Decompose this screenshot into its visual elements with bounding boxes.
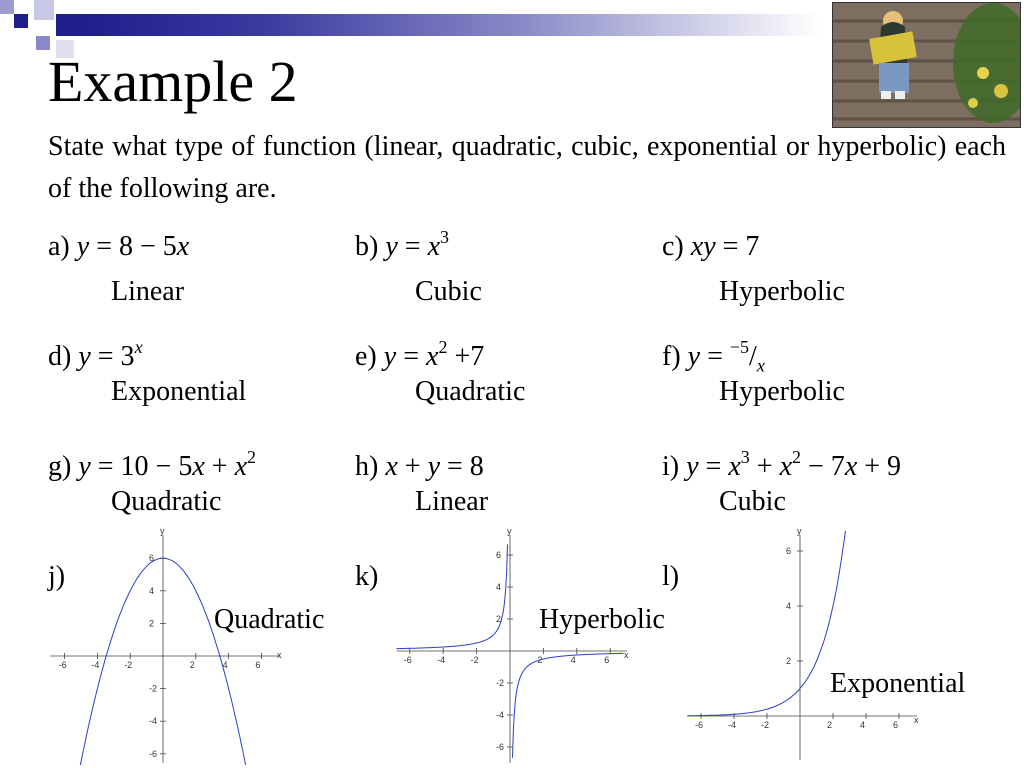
- graph-l-x-tick-label: -6: [695, 720, 704, 730]
- graph-j-x-tick-label: -4: [91, 660, 100, 670]
- graph-l-y-tick-label: 4: [786, 601, 792, 611]
- item-i-answer: Cubic: [719, 486, 786, 517]
- graph-j-x-tick-label: 2: [189, 660, 195, 670]
- header-square: [36, 36, 50, 50]
- item-h-label: h): [355, 451, 379, 482]
- header-square: [34, 0, 54, 20]
- graph-j-axes: [50, 535, 280, 763]
- graph-l-x-tick-label: -2: [761, 720, 770, 730]
- item-d-label: d): [48, 341, 72, 372]
- graph-j-y-axis-label: y: [160, 526, 165, 536]
- item-d: [48, 336, 143, 374]
- graph-k-x-tick-label: -6: [403, 655, 412, 665]
- graph-k-y-tick-label: -4: [496, 710, 505, 720]
- graph-j-x-axis-label: x: [277, 650, 282, 660]
- graph-l-axes: [687, 535, 917, 760]
- item-h-equation: x + y = 8: [385, 451, 484, 482]
- item-c-answer: Hyperbolic: [719, 276, 845, 307]
- graph-l-y-tick-label: 2: [786, 656, 792, 666]
- graph-j-y-tick-label: -4: [149, 716, 158, 727]
- graph-k-x-axis-label: x: [624, 650, 629, 660]
- item-a-equation: y = 8 − 5x: [76, 231, 190, 262]
- graph-l-x-axis-label: x: [914, 715, 919, 725]
- graph-l-x-tick-label: -4: [728, 720, 737, 730]
- graph-k-y-tick-label: 4: [496, 582, 502, 592]
- graph-l-x-tick-label: 6: [893, 720, 899, 730]
- graph-k-x-tick-label: 2: [537, 655, 543, 665]
- graph-l-y-axis-label: y: [797, 526, 802, 536]
- graph-k-hyperbola-branch: [396, 544, 507, 648]
- graph-k-y-tick-label: -6: [496, 742, 505, 752]
- item-e-equation: $y = x^2 +7$: [383, 336, 485, 372]
- item-f-answer: Hyperbolic: [719, 376, 845, 407]
- student-reading-photo: [832, 2, 1021, 128]
- graph-k-y-tick-label: 6: [496, 550, 502, 560]
- graph-k-y-tick-label: 2: [496, 614, 502, 624]
- item-f-equation: $y = ^{-5}/_x$: [687, 336, 765, 376]
- item-k-answer: Hyperbolic: [539, 604, 665, 635]
- graph-k-x-tick-label: 6: [604, 655, 610, 665]
- graph-j-y-tick-label: -6: [149, 748, 158, 759]
- item-i: [662, 446, 902, 484]
- item-c-equation: xy = 7: [690, 231, 760, 262]
- item-f-label: f): [662, 341, 681, 372]
- graph-l-y-tick-label: 6: [786, 546, 792, 556]
- item-c: [662, 230, 759, 264]
- item-e-answer: Quadratic: [415, 376, 526, 407]
- graph-k-axes: [397, 535, 627, 763]
- graph-k-hyperbola-branch: [513, 653, 624, 757]
- item-g-label: g): [48, 451, 72, 482]
- graph-l-x-tick-label: 4: [860, 720, 866, 730]
- graph-k-x-tick-label: 4: [570, 655, 576, 665]
- item-g-equation: $y = 10 - 5x + x^2$: [78, 446, 257, 482]
- graph-j-y-tick-label: -2: [149, 683, 158, 694]
- item-g: [48, 446, 257, 484]
- item-e-label: e): [355, 341, 377, 372]
- graph-j-x-tick-label: 4: [222, 660, 228, 670]
- item-b-equation: $y = x^3$: [385, 226, 449, 262]
- graph-k-x-tick-label: -4: [437, 655, 446, 665]
- item-h-answer: Linear: [415, 486, 489, 517]
- item-b: [355, 226, 449, 264]
- item-a-answer: Linear: [111, 276, 185, 307]
- graph-j-x-tick-label: 6: [255, 660, 261, 670]
- item-h: [355, 450, 484, 484]
- header-square: [0, 0, 14, 14]
- item-a-label: a): [48, 231, 70, 262]
- graph-j-x-tick-label: -2: [124, 660, 133, 670]
- item-e: [355, 336, 485, 374]
- graph-j: [48, 525, 298, 765]
- instructions-text: State what type of function (linear, quadratic, cubic, exponential or hyperbolic) each of the following are.: [48, 131, 1006, 204]
- graph-j-y-tick-label: 6: [149, 553, 155, 564]
- graph-l-exponential-curve: [688, 531, 846, 716]
- graph-j-x-tick-label: -6: [58, 660, 67, 670]
- item-l-answer: Exponential: [830, 668, 966, 699]
- item-i-label: i): [662, 451, 680, 482]
- header-gradient-band: [76, 14, 821, 36]
- item-d-equation: $y = 3^x$: [78, 336, 143, 372]
- item-d-answer: Exponential: [111, 376, 247, 407]
- slide-title: Example 2: [48, 49, 298, 114]
- header-square: [56, 14, 76, 36]
- header-square: [14, 14, 28, 28]
- graph-j-y-tick-label: 2: [149, 618, 155, 629]
- graph-k-y-axis-label: y: [507, 526, 512, 536]
- graph-k-x-tick-label: -2: [470, 655, 479, 665]
- item-a: [48, 230, 189, 264]
- graph-l: [685, 525, 925, 765]
- item-j-label: j): [48, 561, 66, 592]
- graph-l-x-tick-label: 2: [827, 720, 833, 730]
- item-k-label: k): [355, 561, 379, 592]
- item-l-label: l): [662, 561, 680, 592]
- graph-j-y-tick-label: 4: [149, 585, 155, 596]
- item-c-label: c): [662, 231, 684, 262]
- graph-k: [395, 525, 635, 765]
- item-g-answer: Quadratic: [111, 486, 222, 517]
- graph-k-y-tick-label: -2: [496, 678, 505, 688]
- item-i-equation: $y = x^3 + x^2 - 7x + 9$: [686, 446, 902, 482]
- item-b-answer: Cubic: [415, 276, 482, 307]
- item-b-label: b): [355, 231, 379, 262]
- item-f: [662, 336, 765, 376]
- item-j-answer: Quadratic: [214, 604, 325, 635]
